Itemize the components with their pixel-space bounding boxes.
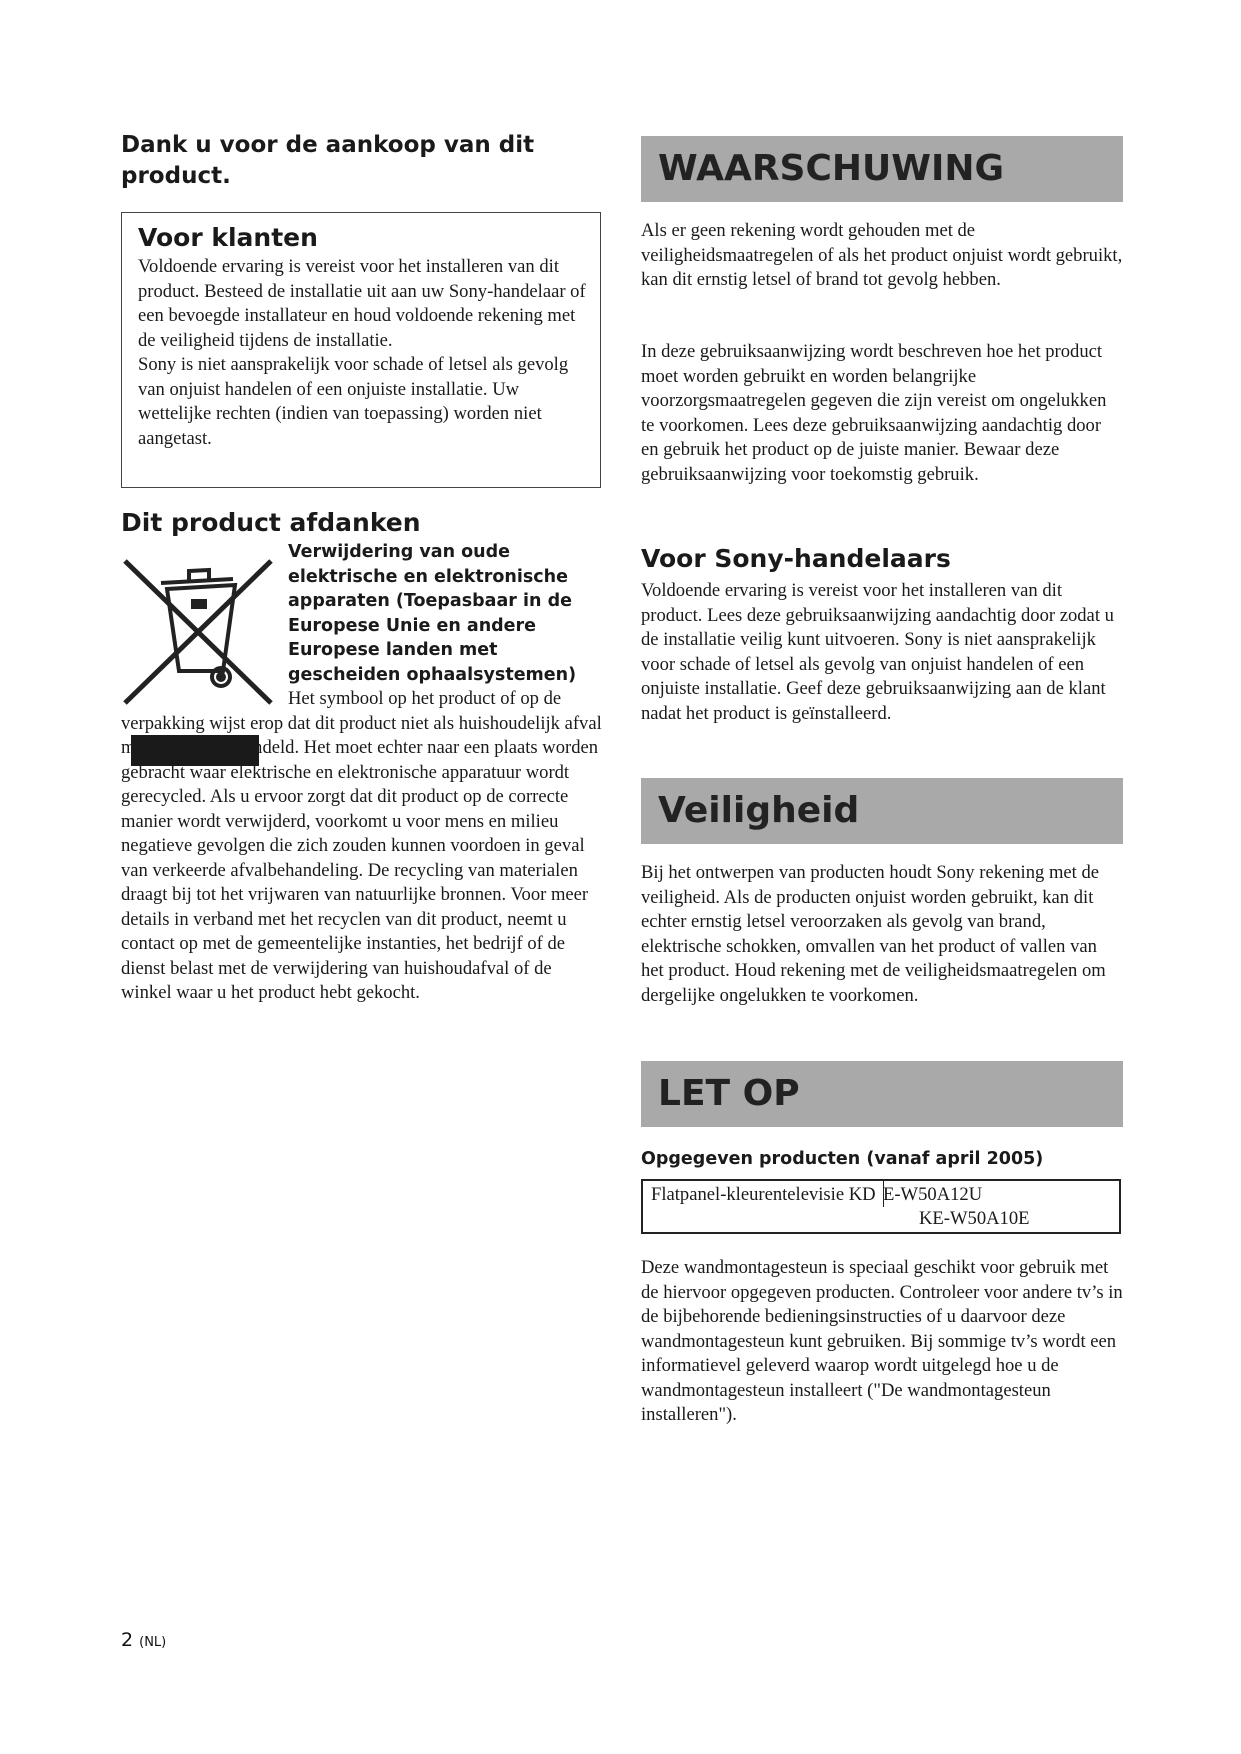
disposal-subheading: Verwijdering van oude elektrische en elektronische apparaten (Toepasbaar in de Europese Unie en andere Europese landen met gescheiden ophaalsystemen) xyxy=(288,542,577,685)
warning-paragraph-2: In deze gebruiksaanwijzing wordt beschreven hoe het product moet worden gebruikt en worden belangrijke voorzorgsmaatregelen gegeven die zijn vereist om ongelukken te voorkomen. Lees deze gebruiksaanwijzing aandachtig door en gebruik het product op de juiste manier. Bewaar deze gebruiksaanwijzing voor toekomstig gebruik. xyxy=(641,341,1107,485)
model-number-1: E-W50A12U xyxy=(883,1184,983,1205)
specified-products-table xyxy=(641,1179,1121,1234)
model-number-2: KE-W50A10E xyxy=(919,1208,1030,1229)
page-footer xyxy=(121,1629,166,1651)
warning-banner: WAARSCHUWING xyxy=(641,136,1123,202)
dealers-paragraph: Voldoende ervaring is vereist voor het installeren van dit product. Lees deze gebruiksaanwijzing aandachtig door zodat u de installatie veilig kunt uitvoeren. Sony is niet aansprakelijk voor schade of letsel als gevolg van onjuist handelen of een onjuiste installatie. Geef deze gebruiksaanwijzing aan de klant nadat het product is geïnstalleerd. xyxy=(641,580,1114,724)
caution-banner: LET OP xyxy=(641,1061,1123,1127)
customers-heading: Voor klanten xyxy=(138,223,318,252)
warning-paragraph-1: Als er geen rekening wordt gehouden met de veiligheidsmaatregelen of als het product onjuist wordt gebruikt, kan dit ernstig letsel of brand tot gevolg hebben. xyxy=(641,220,1123,290)
safety-paragraph: Bij het ontwerpen van producten houdt Sony rekening met de veiligheid. Als de producten onjuist worden gebruikt, kan dit echter ernstig letsel veroorzaken als gevolg van brand, elektrische schokken, omvallen van het product of vallen van het product. Houd rekening met de veiligheidsmaatregelen om dergelijke ongelukken te voorkomen. xyxy=(641,862,1106,1006)
customers-notice-box xyxy=(121,212,601,488)
caution-paragraph: Deze wandmontagesteun is speciaal geschikt voor gebruik met de hiervoor opgegeven producten. Controleer voor andere tv’s in de bijbehorende bedieningsinstructies of u daarvoor deze wandmontagesteun kunt gebruiken. Bij sommige tv’s wordt een informatievel geleverd waarop wordt uitgelegd hoe u de wandmontagesteun installeert ("De wandmontagesteun installeren"). xyxy=(641,1257,1123,1425)
customers-paragraph-1: Voldoende ervaring is vereist voor het installeren van dit product. Besteed de installatie uit aan uw Sony-handelaar of een bevoegde installateur en houd voldoende rekening met de veiligheid tijdens de installatie. xyxy=(138,256,586,351)
safety-banner: Veiligheid xyxy=(641,778,1123,844)
disposal-body: Het symbool op het product of op de verpakking wijst erop dat dit product niet als huishoudelijk afval mag worden behandeld. Het moet echter naar een plaats worden gebracht waar elektrische en elektronische apparatuur wordt gerecycled. Als u ervoor zorgt dat dit product op de correcte manier wordt verwijderd, voorkomt u voor mens en milieu negatieve gevolgen die zich zouden kunnen voordoen in geval van verkeerde afvalbehandeling. De recycling van materialen draagt bij tot het vrijwaren van natuurlijke bronnen. Voor meer details in verband met het recyclen van dit product, neemt u contact op met de gemeentelijke instanties, het bedrijf of de dienst belast met de verwijdering van huishoudafval of de winkel waar u het product hebt gekocht. xyxy=(121,688,602,1003)
customers-paragraph-2: Sony is niet aansprakelijk voor schade of letsel als gevolg van onjuist handelen of een onjuiste installatie. Uw wettelijke rechten (indien van toepassing) worden niet aangetast. xyxy=(138,354,569,449)
product-type-label: Flatpanel-kleurentelevisie KD xyxy=(651,1184,876,1205)
page-title: Dank u voor de aankoop van dit product. xyxy=(121,132,535,189)
language-code: (NL) xyxy=(139,1635,167,1650)
dealers-heading: Voor Sony-handelaars xyxy=(641,544,951,573)
disposal-heading: Dit product afdanken xyxy=(121,508,421,537)
page-number: 2 xyxy=(121,1629,134,1651)
specified-products-heading: Opgegeven producten (vanaf april 2005) xyxy=(641,1149,1044,1169)
